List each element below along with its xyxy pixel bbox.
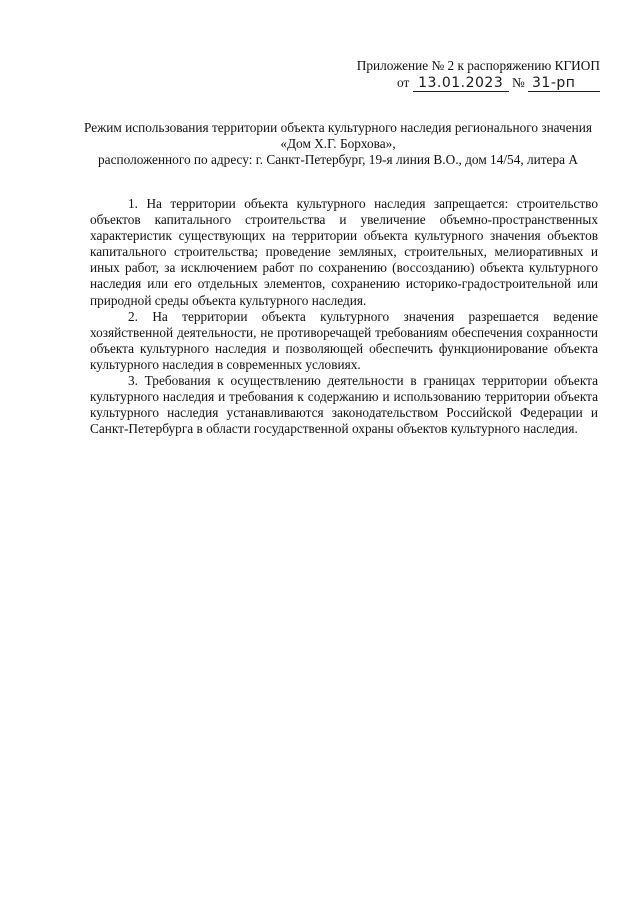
title-line-1: Режим использования территории объекта культурного наследия регионального значения bbox=[84, 120, 592, 135]
number-prefix: № bbox=[511, 75, 525, 90]
title-line-3: расположенного по адресу: г. Санкт-Петербург, 19-я линия В.О., дом 14/54, литера А bbox=[98, 152, 578, 167]
paragraph-1: 1. На территории объекта культурного наследия запрещается: строительство объектов капитального строительства и увеличение объемно-пространственных характеристик существующих на территории объекта культурного значения объектов капитального строительства; проведение земляных, строительных, мелиоративных и иных работ, за исключением работ по сохранению (воссозданию) объекта культурного наследия или его отдельных элементов, сохранению историко-градостроительной или природной среды объекта культурного наследия. bbox=[90, 196, 598, 308]
paragraph-3: 3. Требования к осуществлению деятельности в границах территории объекта культурного наследия и требования к содержанию и использованию территории объекта культурного наследия устанавливаются законодательством Российской Федерации и Санкт-Петербурга в области государственной охраны объектов культурного наследия. bbox=[90, 373, 598, 437]
title-line-2: «Дом Х.Г. Борхова», bbox=[280, 136, 396, 151]
appendix-date-number bbox=[357, 74, 600, 92]
paragraph-2: 2. На территории объекта культурного значения разрешается ведение хозяйственной деятельности, не противоречащей требованиям обеспечения сохранности объекта культурного наследия и позволяющей обеспечить функционирование объекта культурного наследия в современных условиях. bbox=[90, 308, 598, 372]
appendix-title: Приложение № 2 к распоряжению КГИОП bbox=[356, 58, 600, 73]
document-title bbox=[78, 120, 598, 168]
document-body bbox=[90, 196, 598, 437]
handwritten-number: 31-рп bbox=[528, 76, 600, 92]
appendix-header bbox=[357, 57, 600, 92]
date-prefix: от bbox=[397, 75, 410, 90]
handwritten-date: 13.01.2023 bbox=[413, 76, 509, 92]
